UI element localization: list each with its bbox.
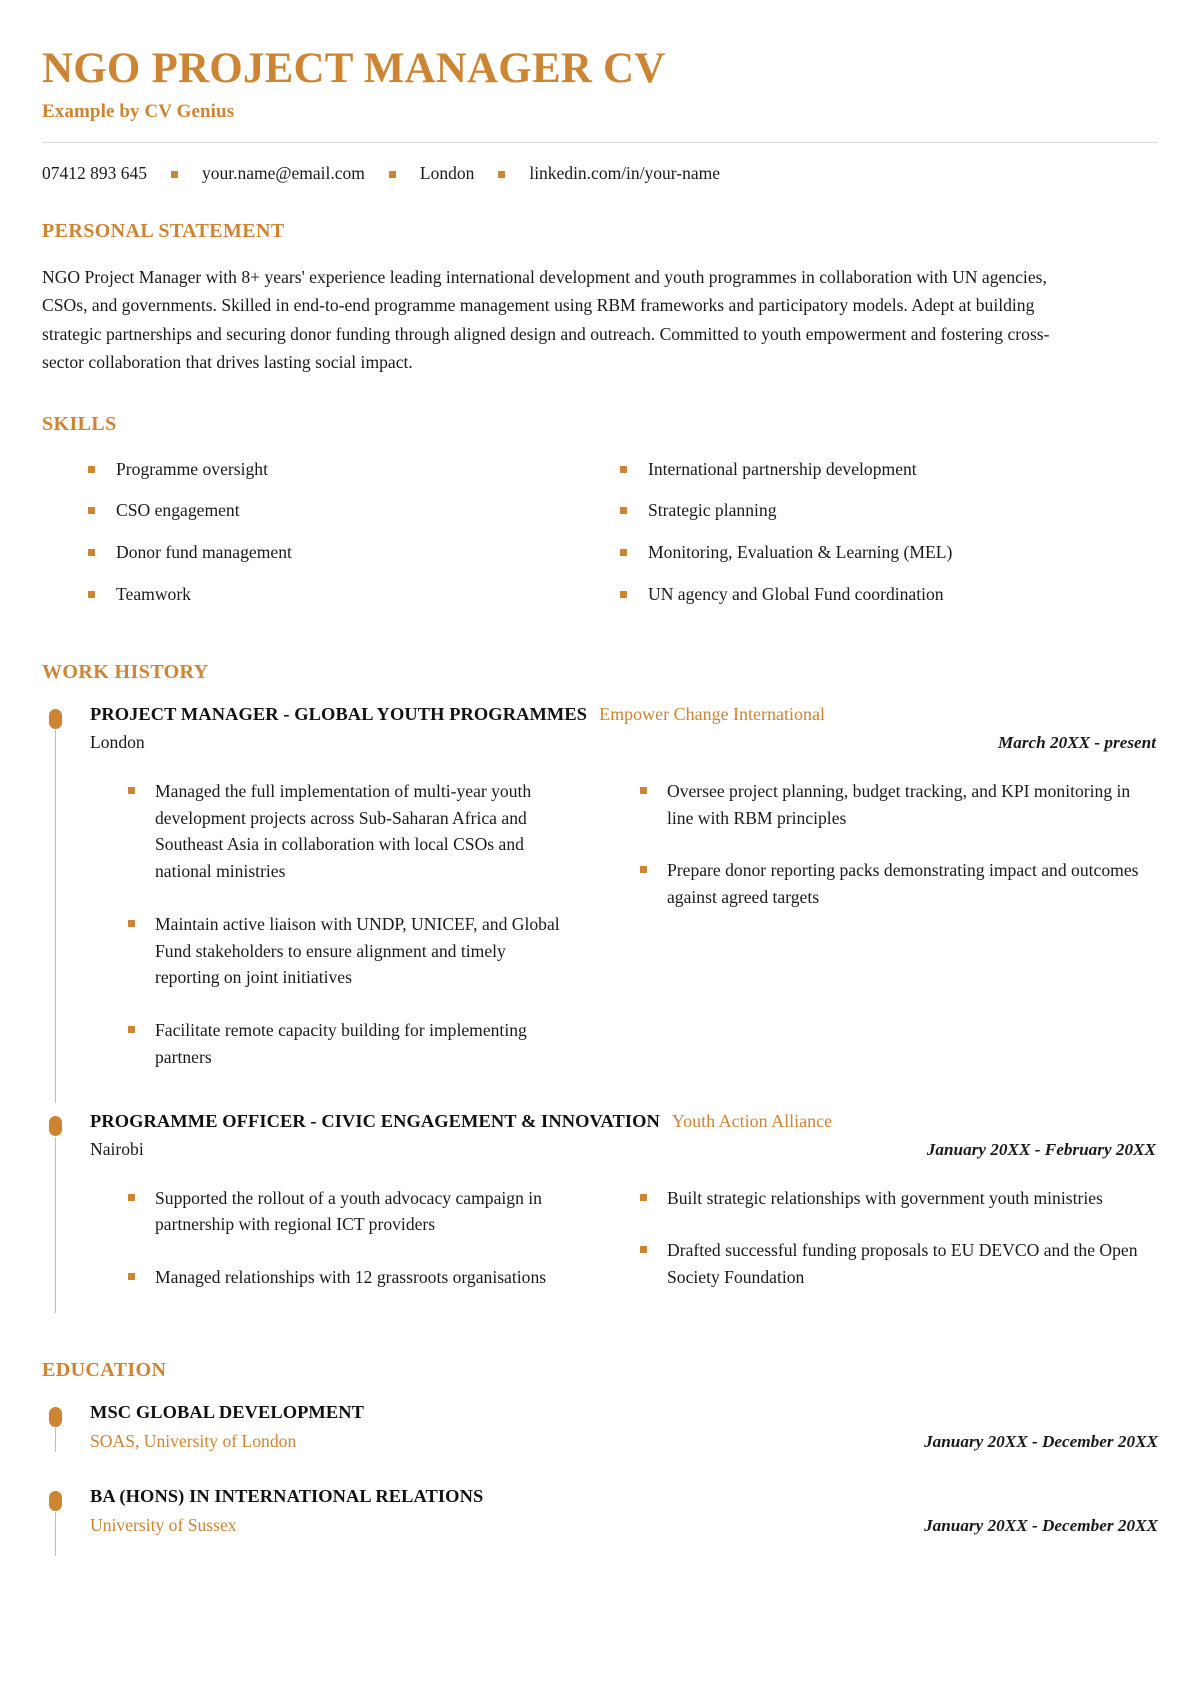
contact-item: your.name@email.com (202, 162, 365, 183)
square-bullet-icon (640, 1194, 647, 1201)
skill-item (42, 499, 600, 541)
education-subline (90, 1431, 1158, 1452)
square-bullet-icon (88, 591, 95, 598)
skill-item (42, 583, 600, 625)
contact-separator-square-icon (171, 171, 178, 178)
timeline-connector-line (55, 1137, 56, 1313)
job-dates: January 20XX - February 20XX (926, 1139, 1156, 1159)
timeline-marker-icon (49, 1407, 62, 1427)
skill-label: Strategic planning (648, 500, 777, 521)
job-title: PROJECT MANAGER - GLOBAL YOUTH PROGRAMMES (90, 704, 588, 725)
timeline-connector-line (55, 1428, 56, 1452)
square-bullet-icon (640, 1246, 647, 1253)
job-subline (90, 1139, 1158, 1160)
section-heading-education: EDUCATION (42, 1358, 167, 1381)
education-subline (90, 1515, 1158, 1536)
skill-item (600, 458, 1158, 500)
job-duties-column (640, 778, 1158, 1097)
square-bullet-icon (640, 866, 647, 873)
timeline-connector-line (55, 730, 56, 1103)
education-degree: MSC GLOBAL DEVELOPMENT (90, 1401, 365, 1422)
skill-label: Programme oversight (116, 458, 268, 479)
job-headline (90, 1111, 1158, 1132)
section-personal-statement (42, 220, 1158, 377)
cv-subtitle: Example by CV Genius (42, 100, 235, 122)
education-entry (42, 1486, 1158, 1566)
work-history-list (42, 704, 1158, 1323)
personal-statement-text: NGO Project Manager with 8+ years' experience leading international development and youth programmes in collaboration with UN agencies, CSOs, and governments. Skilled in end-to-end programme management using RBM frameworks and participatory models. Adept at building strategic partnerships and securing donor funding through aligned design and outreach. Committed to youth empowerment and fostering cross-sector collaboration that drives lasting social impact. (42, 266, 1050, 373)
job-duties-grid (90, 778, 1158, 1103)
contact-item: London (419, 162, 475, 183)
job-duty-item (640, 778, 1158, 831)
section-heading-skills: SKILLS (42, 412, 117, 435)
job-duties-column (90, 778, 608, 1097)
square-bullet-icon (620, 549, 627, 556)
job-duty-item (128, 1017, 572, 1070)
education-school: University of Sussex (90, 1514, 237, 1535)
skill-label: Monitoring, Evaluation & Learning (MEL) (648, 542, 953, 563)
square-bullet-icon (128, 1194, 135, 1201)
job-headline (90, 704, 1158, 725)
header-divider (42, 142, 1158, 143)
square-bullet-icon (128, 787, 135, 794)
section-heading-personal-statement: PERSONAL STATEMENT (42, 219, 285, 242)
skill-label: Teamwork (116, 584, 191, 605)
skill-item (42, 541, 600, 583)
square-bullet-icon (620, 591, 627, 598)
contact-item: linkedin.com/in/your-name (529, 162, 720, 183)
skill-label: UN agency and Global Fund coordination (648, 584, 944, 605)
cv-header (42, 46, 1158, 184)
job-company: Youth Action Alliance (671, 1110, 833, 1131)
section-work-history (42, 661, 1158, 1323)
job-duty-text: Managed relationships with 12 grassroots organisations (155, 1267, 547, 1288)
contact-separator-square-icon (389, 171, 396, 178)
square-bullet-icon (88, 466, 95, 473)
job-duty-text: Managed the full implementation of multi-year youth development projects across Sub-Saharan Africa and Southeast Asia in collaboration with local CSOs and national ministries (155, 781, 532, 882)
education-dates: January 20XX - December 20XX (924, 1431, 1158, 1451)
job-dates: March 20XX - present (997, 733, 1156, 753)
job-duty-text: Built strategic relationships with government youth ministries (667, 1187, 1103, 1208)
section-skills (42, 413, 1158, 625)
square-bullet-icon (88, 507, 95, 514)
job-subline (90, 732, 1158, 753)
square-bullet-icon (88, 549, 95, 556)
skill-label: Donor fund management (116, 542, 292, 563)
education-school: SOAS, University of London (90, 1430, 297, 1451)
square-bullet-icon (128, 1273, 135, 1280)
square-bullet-icon (640, 787, 647, 794)
skills-grid (42, 458, 1158, 625)
job-duty-text: Supported the rollout of a youth advocacy campaign in partnership with regional ICT providers (155, 1187, 542, 1235)
job-duty-item (640, 857, 1158, 910)
education-entry-spacer (90, 1536, 1158, 1566)
skill-label: International partnership development (648, 458, 917, 479)
square-bullet-icon (620, 507, 627, 514)
skill-item (600, 583, 1158, 625)
job-duty-text: Facilitate remote capacity building for implementing partners (155, 1020, 527, 1067)
education-list (42, 1402, 1158, 1566)
timeline-connector-line (55, 1512, 56, 1556)
job-duty-item (128, 778, 572, 885)
job-duty-text: Maintain active liaison with UNDP, UNICEF, and Global Fund stakeholders to ensure alignment and timely reporting on joint initiatives (155, 913, 560, 988)
skill-item (600, 499, 1158, 541)
square-bullet-icon (128, 1026, 135, 1033)
contact-row (42, 163, 1158, 184)
job-location: Nairobi (90, 1138, 144, 1159)
contact-item: 07412 893 645 (42, 162, 147, 183)
square-bullet-icon (620, 466, 627, 473)
job-duty-item (128, 1185, 572, 1238)
skill-label: CSO engagement (116, 500, 240, 521)
education-degree: BA (HONS) IN INTERNATIONAL RELATIONS (90, 1485, 484, 1506)
work-history-entry (42, 1111, 1158, 1323)
section-education (42, 1359, 1158, 1566)
job-duty-item (128, 911, 572, 991)
square-bullet-icon (128, 920, 135, 927)
job-duty-text: Oversee project planning, budget tracking, and KPI monitoring in line with RBM principles (667, 781, 1131, 828)
job-duties-column (640, 1185, 1158, 1317)
page-title: NGO PROJECT MANAGER CV (42, 45, 666, 92)
job-location: London (90, 732, 145, 753)
job-duty-text: Drafted successful funding proposals to EU DEVCO and the Open Society Foundation (667, 1240, 1138, 1288)
job-duty-text: Prepare donor reporting packs demonstrating impact and outcomes against agreed targets (667, 860, 1139, 908)
education-dates: January 20XX - December 20XX (924, 1515, 1158, 1535)
skill-item (42, 458, 600, 500)
timeline-marker-icon (49, 1491, 62, 1511)
section-heading-work-history: WORK HISTORY (42, 661, 209, 684)
job-duty-item (128, 1264, 572, 1291)
timeline-marker-icon (49, 1116, 62, 1136)
timeline-marker-icon (49, 709, 62, 729)
skill-item (600, 541, 1158, 583)
work-history-entry (42, 704, 1158, 1103)
job-duty-item (640, 1185, 1158, 1212)
job-duties-column (90, 1185, 608, 1317)
job-duties-grid (90, 1185, 1158, 1323)
job-company: Empower Change International (599, 704, 826, 725)
job-title: PROGRAMME OFFICER - CIVIC ENGAGEMENT & INNOVATION (90, 1110, 660, 1131)
job-duty-item (640, 1237, 1158, 1290)
contact-separator-square-icon (498, 171, 505, 178)
education-entry (42, 1402, 1158, 1452)
